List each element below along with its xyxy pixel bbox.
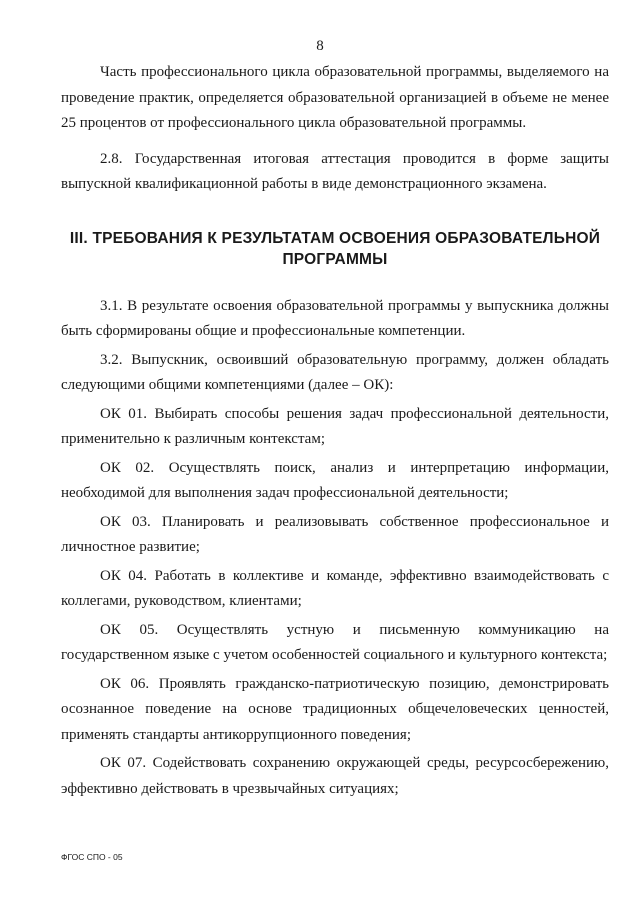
paragraph-2-8: 2.8. Государственная итоговая аттестация проводится в форме защиты выпускной квалификационной работы в виде демонстрационного экзамена. bbox=[61, 150, 609, 192]
competency-ok-04: ОК 04. Работать в коллективе и команде, эффективно взаимодействовать с коллегами, руководством, клиентами; bbox=[61, 567, 609, 609]
paragraph-practice-share: Часть профессионального цикла образовательной программы, выделяемого на проведение практик, определяется образовательной организацией в объеме не менее 25 процентов от профессионального цикла образовательной программы. bbox=[61, 64, 609, 131]
competency-ok-05: ОК 05. Осуществлять устную и письменную коммуникацию на государственном языке с учетом особенностей социального и культурного контекста; bbox=[61, 621, 609, 663]
competency-ok-02: ОК 02. Осуществлять поиск, анализ и интерпретацию информации, необходимой для выполнения задач профессиональной деятельности; bbox=[61, 459, 609, 501]
competency-ok-07: ОК 07. Содействовать сохранению окружающей среды, ресурсосбережению, эффективно действовать в чрезвычайных ситуациях; bbox=[61, 755, 609, 797]
competency-ok-03: ОК 03. Планировать и реализовывать собственное профессиональное и личностное развитие; bbox=[61, 513, 609, 555]
page-number: 8 bbox=[316, 38, 324, 54]
footer-label: ФГОС СПО - 05 bbox=[61, 852, 123, 862]
section-heading: III. ТРЕБОВАНИЯ К РЕЗУЛЬТАТАМ ОСВОЕНИЯ ОБРАЗОВАТЕЛЬНОЙ ПРОГРАММЫ bbox=[69, 229, 601, 268]
paragraph-3-2: 3.2. Выпускник, освоивший образовательную программу, должен обладать следующими общими компетенциями (далее – ОК): bbox=[61, 351, 609, 393]
document-body bbox=[61, 60, 609, 802]
competency-ok-01: ОК 01. Выбирать способы решения задач профессиональной деятельности, применительно к различным контекстам; bbox=[61, 405, 609, 447]
paragraph-3-1: 3.1. В результате освоения образовательной программы у выпускника должны быть сформированы общие и профессиональные компетенции. bbox=[61, 297, 609, 339]
competency-ok-06: ОК 06. Проявлять гражданско-патриотическую позицию, демонстрировать осознанное поведение на основе традиционных общечеловеческих ценностей, применять стандарты антикоррупционного поведения; bbox=[61, 675, 609, 743]
